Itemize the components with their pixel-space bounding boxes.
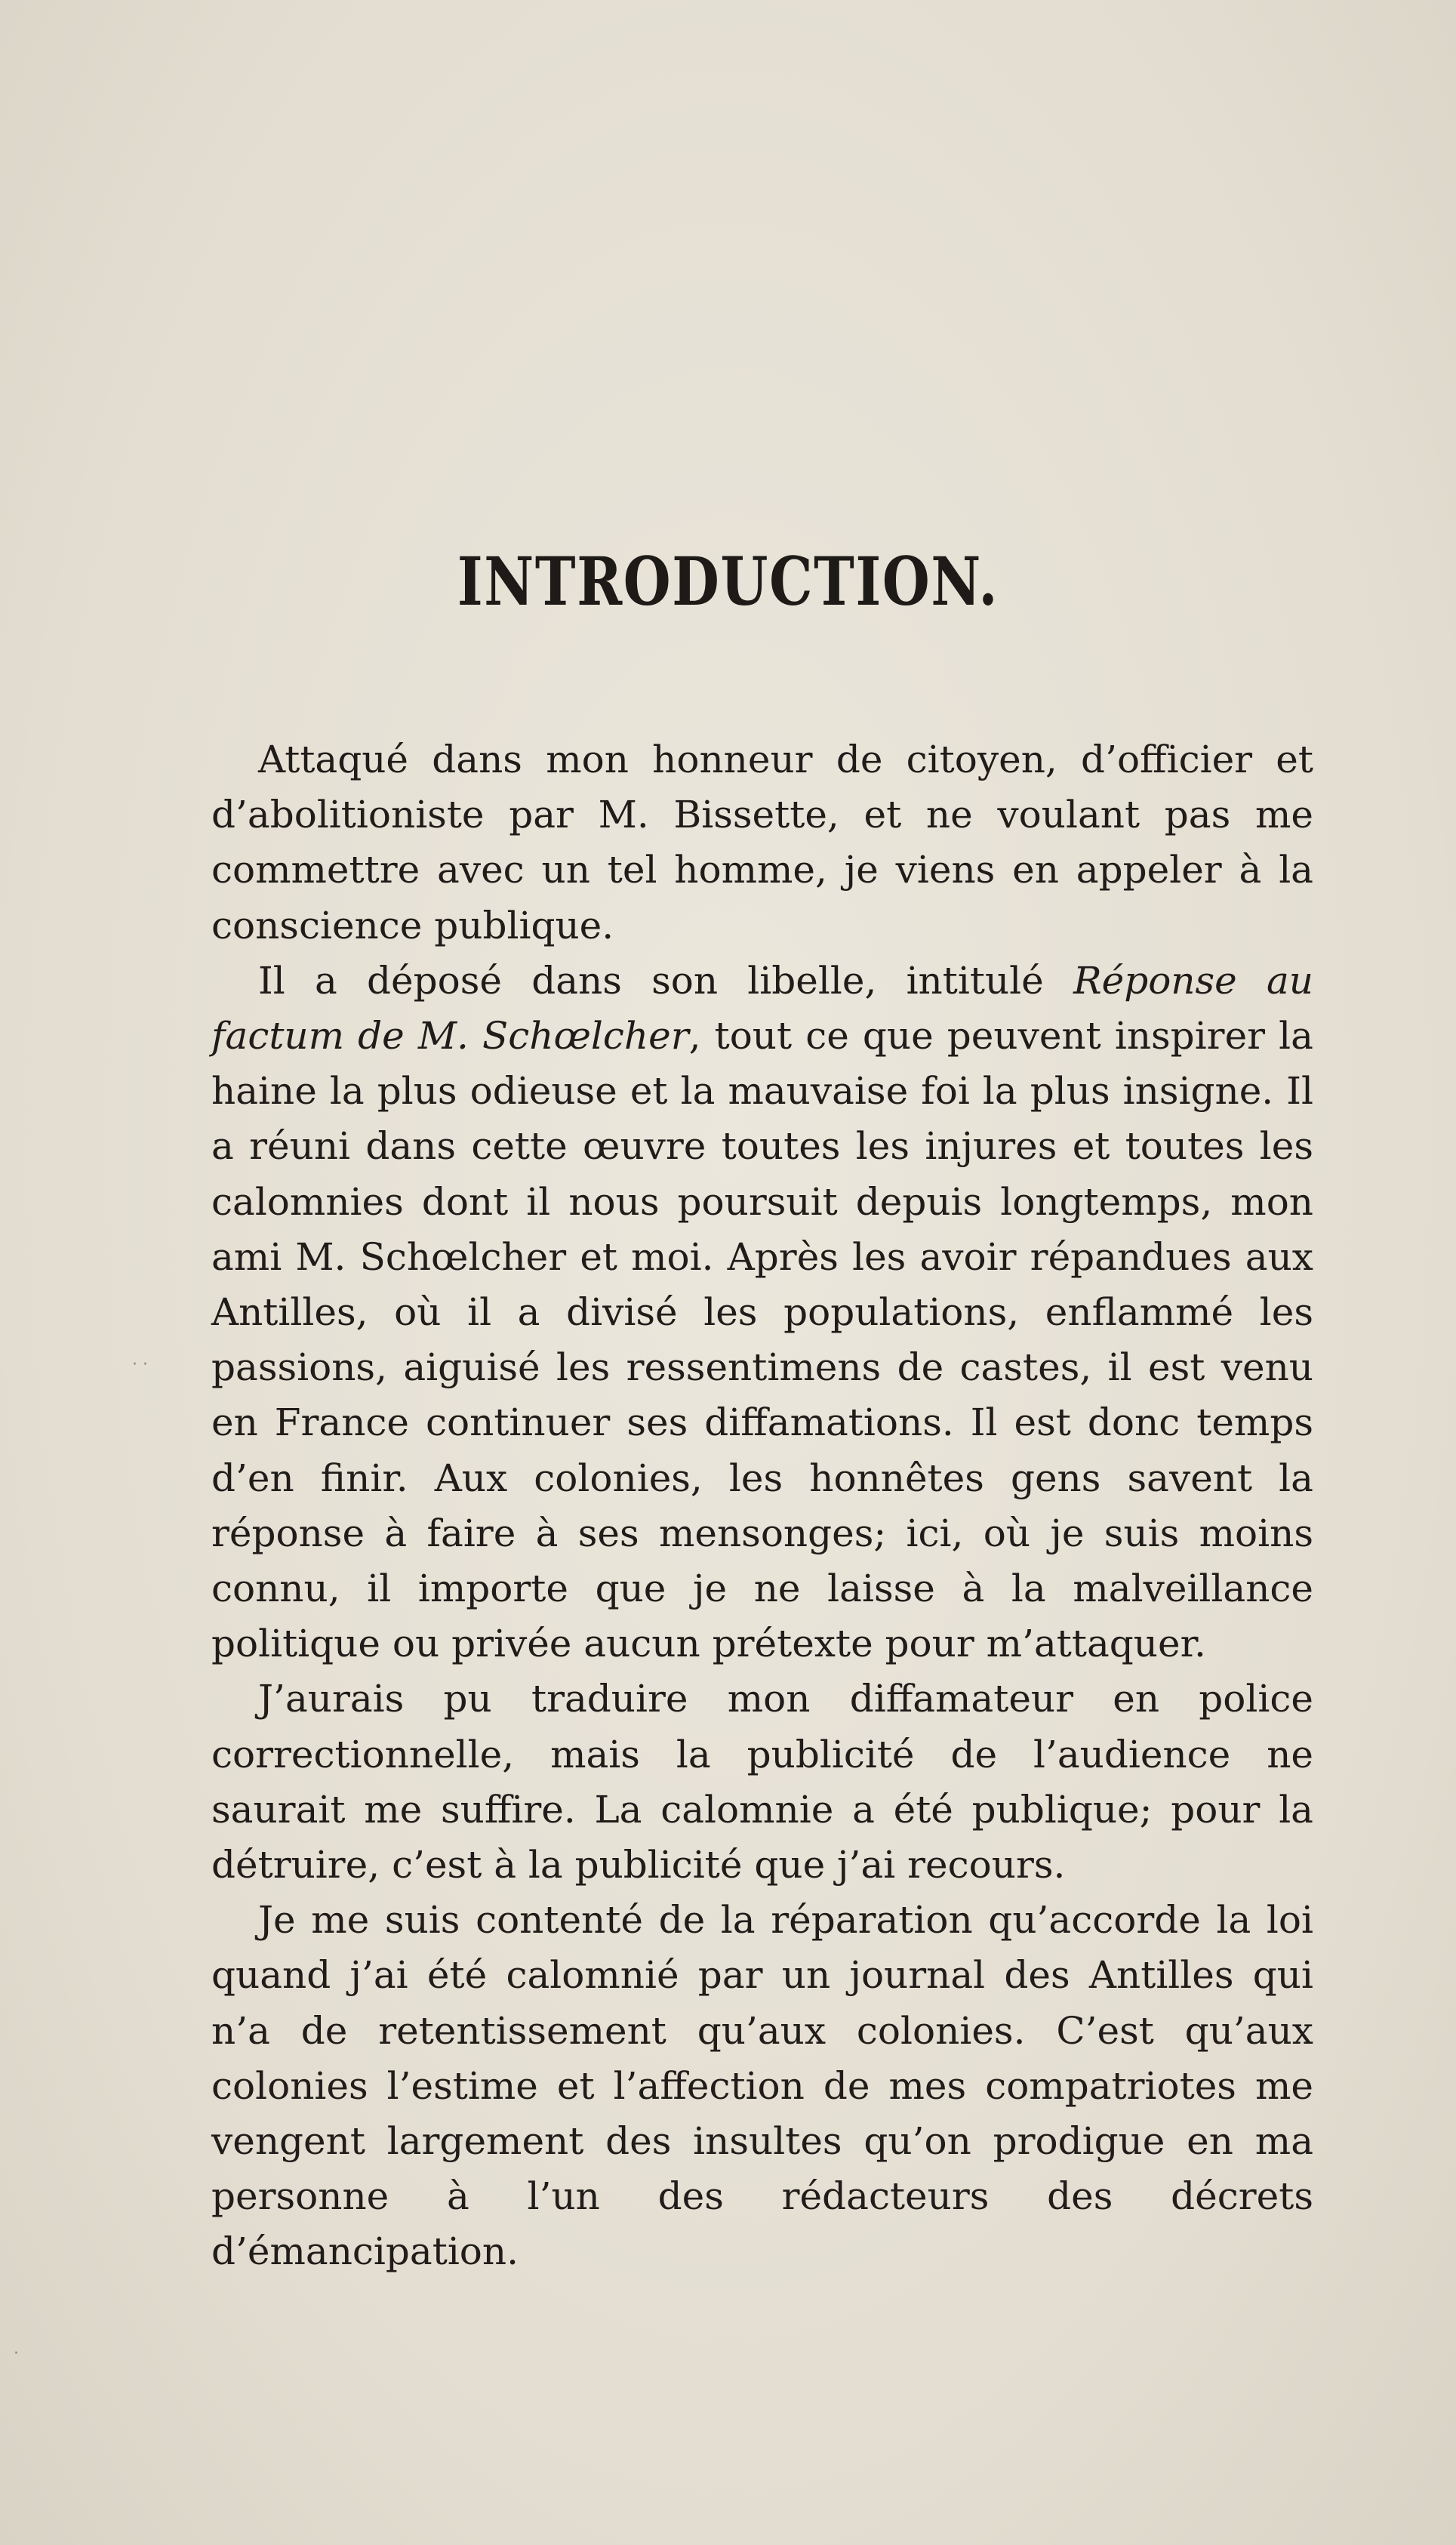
paragraph-text: Il a déposé dans son libelle, intitulé	[258, 958, 1073, 1003]
paragraph-text: Je me suis contenté de la réparation qu’accorde la loi quand j’ai été calomnié par un journal des Antilles qui n’a de retentissement qu’aux colonies. C’est qu’aux colonies l’estime et l’affection de mes compatriotes me vengent largement des insultes qu’on prodigue en ma personne à l’un des rédacteurs des décrets d’émancipation.	[211, 1898, 1313, 2274]
paragraph-text: Attaqué dans mon honneur de citoyen, d’officier et d’abolitioniste par M. Bissette, et ne voulant pas me commettre avec un tel homme, je viens en appeler à la conscience publique.	[211, 738, 1313, 947]
paragraph-2	[211, 954, 1313, 1672]
paragraph-text: , tout ce que peuvent inspirer la haine la plus odieuse et la mauvaise foi la plus insigne. Il a réuni dans cette œuvre toutes les injures et toutes les calomnies dont il nous poursuit depuis longtemps, mon ami M. Schœlcher et moi. Après les avoir répandues aux Antilles, où il a divisé les populations, enflammé les passions, aiguisé les ressentimens de castes, il est venu en France continuer ses diffamations. Il est donc temps d’en finir. Aux colonies, les honnêtes gens savent la réponse à faire à ses mensonges; ici, où je suis moins connu, il importe que je ne laisse à la malveillance politique ou privée aucun prétexte pour m’attaquer.	[211, 1014, 1313, 1666]
margin-speck: · ·	[132, 1355, 148, 1374]
paragraph-3	[211, 1672, 1313, 1893]
page-title: INTRODUCTION.	[457, 542, 999, 621]
paragraph-text: J’aurais pu traduire mon diffamateur en police correctionnelle, mais la publicité de l’audience ne saurait me suffire. La calomnie a été publique; pour la détruire, c’est à la publicité que j’ai recours.	[211, 1677, 1313, 1887]
margin-speck: ·	[14, 2344, 19, 2363]
body-text	[211, 732, 1313, 2280]
paragraph-1	[211, 732, 1313, 954]
italic-title: Réponse au factum de M. Schœlcher	[211, 958, 1313, 1058]
paragraph-4	[211, 1893, 1313, 2279]
